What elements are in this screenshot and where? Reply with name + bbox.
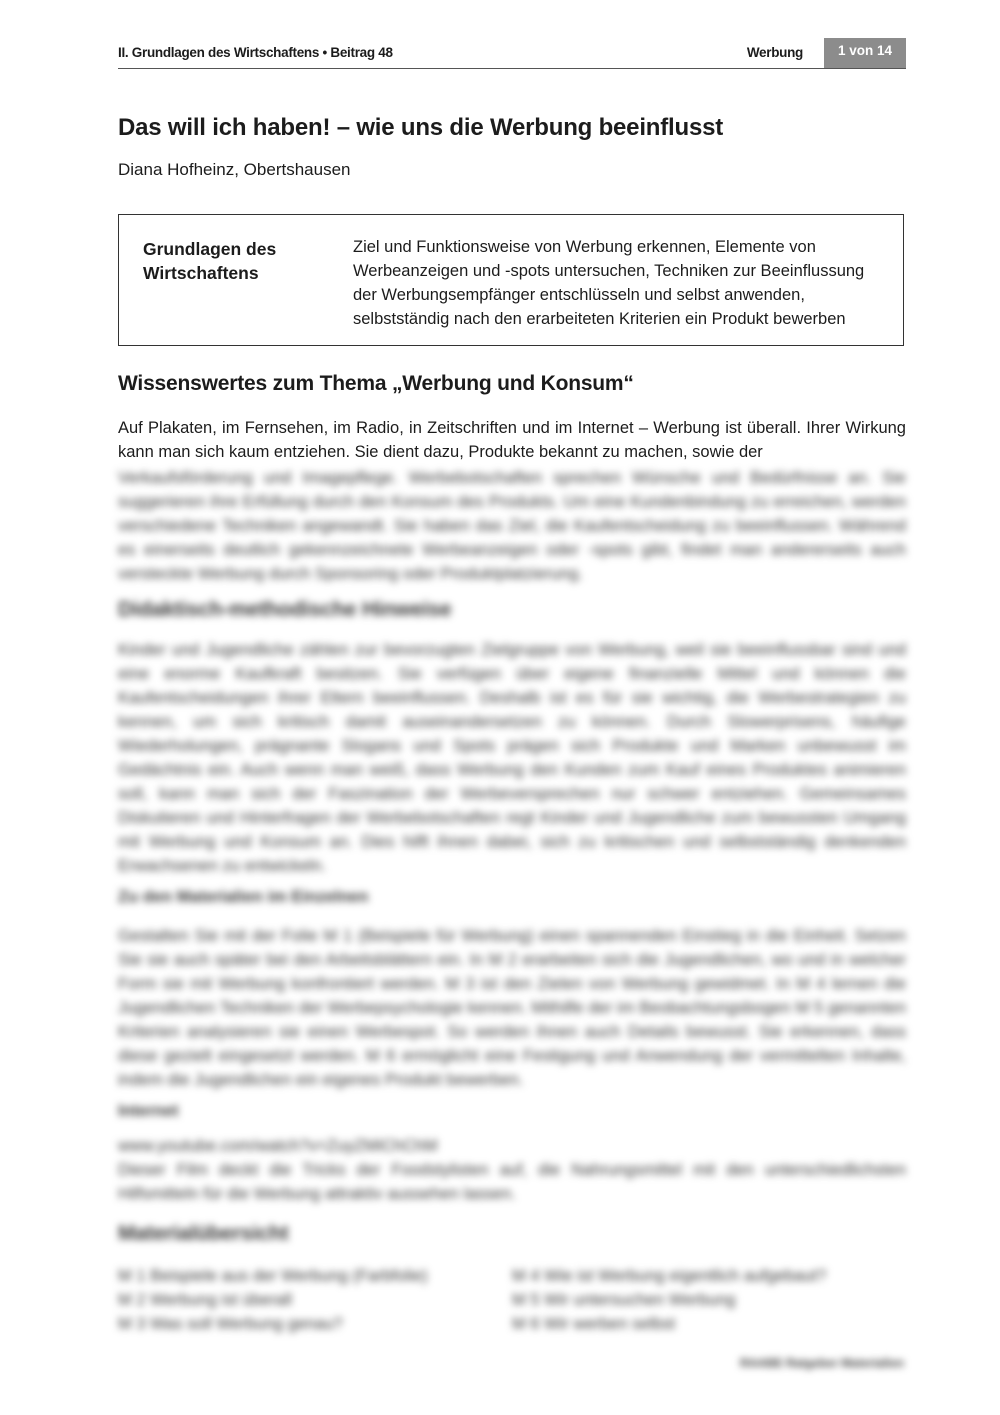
- blurred-internet-url: www.youtube.com/watch?v=ZuyZMiChChM: [118, 1137, 438, 1155]
- competence-box: [118, 214, 904, 346]
- blurred-paragraph-materialien: Gestalten Sie mit der Folie M 1 (Beispiele für Werbung) einen spannenden Einstieg in die Einheit. Setzen Sie sie auch später bei den Arbeitsblättern ein. In M 2 erarbeiten sich die Jugendlichen, wo und in welcher Form sie mit Werbung konfrontiert werden. M 3 ist den Zielen von Werbung gewidmet. In M 4 lernen die Jugendlichen Techniken der Werbepsychologie kennen. Mithilfe der im Beobachtungsbogen M 5 genannten Kriterien analysieren sie einen Werbespot. So werden ihnen auch Details bewusst. Sie erkennen, dass diese gezielt eingesetzt werden. M 6 ermöglicht eine Festigung und Anwendung der vermittelten Inhalte, indem die Jugendlichen ein eigenes Produkt bewerben.: [118, 927, 906, 1089]
- blurred-internet-description: Dieser Film deckt die Tricks der Foodstylisten auf, die Nahrungsmittel mit den unterschiedlichsten Hilfsmitteln für die Werbung attraktiv aussehen lassen.: [118, 1161, 906, 1203]
- footer-publisher: RAABE Ratgeber Materialien: [739, 1356, 904, 1370]
- section-heading-materialuebersicht: Materialübersicht: [118, 1222, 289, 1245]
- section-heading-materialien: Zu den Materialien im Einzelnen: [118, 888, 369, 906]
- material-item: M 5 Wir untersuchen Werbung: [512, 1291, 736, 1309]
- material-item: M 3 Was soll Werbung genau?: [118, 1315, 343, 1333]
- document-title: Das will ich haben! – wie uns die Werbung beeinflusst: [118, 114, 724, 141]
- section-heading-wissenswertes: Wissenswertes zum Thema „Werbung und Konsum“: [118, 372, 634, 395]
- material-item: M 4 Wie ist Werbung eigentlich aufgebaut?: [512, 1267, 827, 1285]
- competence-label: Grundlagen des Wirtschaftens: [143, 239, 277, 283]
- header-page-number: 1 von 14: [824, 38, 906, 68]
- section-paragraph-wissenswertes: Auf Plakaten, im Fernsehen, im Radio, in Zeitschriften und im Internet – Werbung ist überall. Ihrer Wirkung kann man sich kaum entziehen. Sie dient dazu, Produkte bekannt zu machen, sowie der: [118, 419, 906, 461]
- section-heading-didaktik: Didaktisch-methodische Hinweise: [118, 598, 452, 621]
- material-list-right: [512, 1264, 826, 1336]
- material-list-left: [118, 1264, 428, 1336]
- header-topic: Werbung: [746, 45, 803, 60]
- author: Diana Hofheinz, Obertshausen: [118, 160, 351, 179]
- section-heading-internet: Internet: [118, 1102, 179, 1120]
- header-series: II. Grundlagen des Wirtschaftens • Beitrag 48: [118, 45, 393, 60]
- blurred-paragraph-wissenswertes: Verkaufsförderung und Imagepflege. Werbebotschaften sprechen Wünsche und Bedürfnisse an. Sie suggerieren ihre Erfüllung durch den Konsum des Produkts. Um eine Kundenbindung zu erreichen, werden verschiedene Techniken angewandt. Sie haben das Ziel, die Kaufentscheidung zu beeinflussen. Während es einerseits deutlich gekennzeichnete Werbeanzeigen oder -spots gibt, findet man andererseits auch versteckte Werbung durch Sponsoring oder Produktplatzierung.: [118, 469, 906, 582]
- blurred-paragraph-didaktik: Kinder und Jugendliche zählen zur bevorzugten Zielgruppe von Werbung, weil sie beeinflussbar sind und eine enorme Kaufkraft besitzen. Sie verfügen über eigene finanzielle Mittel und können die Kaufentscheidungen ihrer Eltern beeinflussen. Deshalb ist es für sie wichtig, die Werbestrategien zu kennen, um sich kritisch damit auseinandersetzen zu können. Durch Slowerprisens, häufige Wiederholungen, prägnante Slogans und Spots prägen sich Produkte und Marken unbewusst im Gedächtnis ein. Auch wenn man weiß, dass Werbung den Kunden zum Kauf eines Produktes animieren soll, kann man sich der Faszination der Werbeversprechen nur schwer entziehen. Gemeinsames Diskutieren und Hinterfragen der Werbebotschaften regt Kinder und Jugendliche zum bewussten Umgang mit Werbung und Konsum an. Dies hilft ihnen dabei, sich zu kritischen und selbstständig denkenden Erwachsenen zu entwickeln.: [118, 641, 906, 875]
- material-item: M 6 Wir werben selbst: [512, 1315, 676, 1333]
- competence-text: Ziel und Funktionsweise von Werbung erkennen, Elemente von Werbeanzeigen und -spots untersuchen, Techniken zur Beeinflussung der Werbungsempfänger entschlüsseln und selbst anwenden, selbstständig nach den erarbeiteten Kriterien ein Produkt bewerben: [353, 238, 865, 328]
- material-item: M 1 Beispiele aus der Werbung (Farbfolie): [118, 1267, 428, 1285]
- page-header: [118, 38, 906, 69]
- material-item: M 2 Werbung ist überall: [118, 1291, 292, 1309]
